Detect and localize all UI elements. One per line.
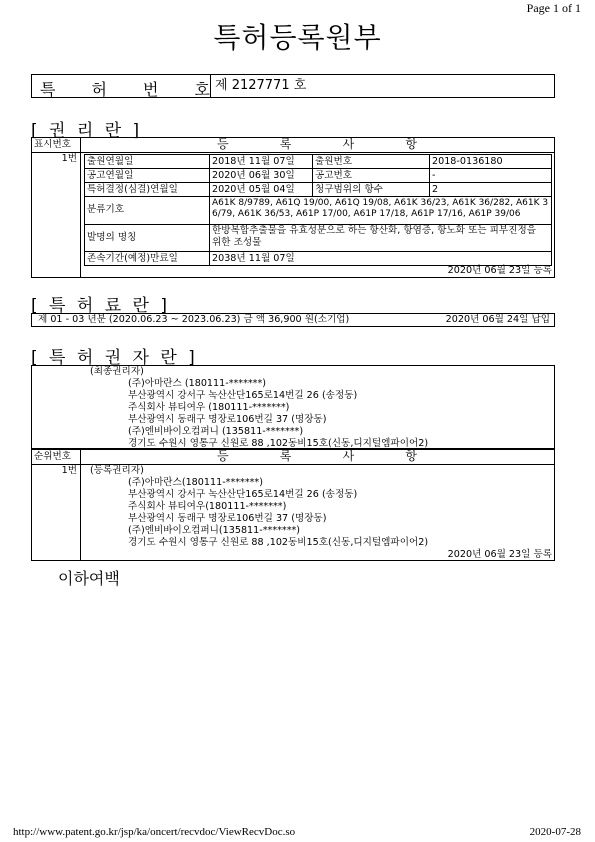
publication-number: -: [432, 170, 436, 181]
classification-codes: A61K 8/9789, A61Q 19/00, A61Q 19/08, A61K 36/23, A61K 36/282, A61K 36/79, A61K 36/53, A61P 17/00, A61P 17/18, A61P 17/16, A61P 39/06: [212, 198, 549, 219]
decision-date: 2020년 05월 04일: [212, 184, 295, 195]
holders-heading: [ 특 허 권 자 란 ]: [31, 348, 198, 368]
fee-paid-date: 2020년 06월 24일 납입: [445, 314, 550, 325]
application-number-label: 출원번호: [315, 156, 353, 167]
final-holder-line: 부산광역시 강서구 녹산산단165로14번길 26 (송정동): [128, 390, 358, 401]
publication-number-label: 공고번호: [315, 170, 353, 181]
registered-holder-line: 주식회사 뷰티여우(180111-*******): [128, 501, 287, 512]
application-number: 2018-0136180: [432, 156, 503, 167]
fee-row: [31, 313, 555, 327]
patent-number-label: 특 허 번 호: [40, 80, 210, 99]
registered-holder-line: 부산광역시 동래구 명장로106번길 37 (명장동): [128, 513, 327, 524]
page-indicator: Page 1 of 1: [526, 1, 581, 15]
final-holder-line: (주)아마란스 (180111-*******): [128, 378, 267, 389]
final-holder-line: 경기도 수원시 영통구 신원로 88 ,102동비15호(신동,디지털엠파이어2): [128, 438, 429, 449]
rights-registered-date: 2020년 06월 23일 등록: [447, 265, 552, 276]
publication-date: 2020년 06월 30일: [212, 170, 295, 181]
holders-row-number: 1번: [61, 465, 77, 476]
final-holder-line: 부산광역시 동래구 명장로106번길 37 (명장동): [128, 414, 327, 425]
final-holders-box: [31, 365, 555, 449]
final-holder-line: (주)엔비바이오컴퍼니 (135811-*******): [128, 426, 304, 437]
final-holders-label: (최종권리자): [90, 366, 144, 377]
expiry-date: 2038년 11월 07일: [212, 253, 295, 264]
claims-count: 2: [432, 184, 439, 195]
end-note: 이하여백: [58, 569, 120, 588]
rights-grid: [84, 154, 552, 266]
holders-table: [31, 449, 555, 561]
registered-holder-line: (주)아마란스(180111-*******): [128, 477, 263, 488]
registered-holder-line: (주)엔비바이오컴퍼니(135811-*******): [128, 525, 301, 536]
holders-items-header: 등 록 사 항: [217, 449, 417, 463]
rights-heading: [ 권 리 란 ]: [31, 121, 143, 141]
rank-header: 순위번호: [34, 451, 72, 462]
row-number: 1번: [61, 153, 77, 164]
document-title: 특허등록원부: [213, 21, 382, 54]
col-items-header: 등 록 사 항: [217, 137, 417, 151]
publication-date-label: 공고연월일: [87, 170, 134, 181]
final-holder-line: 주식회사 뷰티여우 (180111-*******): [128, 402, 290, 413]
footer-url: http://www.patent.go.kr/jsp/ka/oncert/recvdoc/ViewRecvDoc.so: [13, 826, 296, 838]
expiry-date-label: 존속기간(예정)만료일: [87, 253, 178, 264]
classification-label: 분류기호: [87, 204, 125, 215]
filing-date: 2018년 11월 07일: [212, 156, 295, 167]
footer-date: 2020-07-28: [529, 826, 581, 838]
patent-number-value: 제 2127771 호: [210, 75, 306, 97]
fee-details: 제 01 - 03 년분 (2020.06.23 ~ 2023.06.23) 금 액 36,900 원(소기업): [38, 314, 350, 325]
invention-title: 한방복합추출물을 유효성분으로 하는 항산화, 항염증, 항노화 또는 피부진정을 위한 조성물: [212, 225, 537, 248]
invention-title-label: 발명의 명칭: [87, 232, 137, 243]
decision-date-label: 특허결정(심결)연월일: [87, 184, 178, 195]
col-index-header: 표시번호: [34, 139, 72, 150]
fee-heading: [ 특 허 료 란 ]: [31, 296, 170, 316]
registered-holder-line: 경기도 수원시 영통구 신원로 88 ,102동비15호(신동,디지털엠파이어2): [128, 537, 429, 548]
registered-holder-line: 부산광역시 강서구 녹산산단165로14번길 26 (송정동): [128, 489, 358, 500]
rights-table: [31, 137, 555, 278]
holders-registered-date: 2020년 06월 23일 등록: [447, 549, 552, 560]
registered-holders-label: (등록권리자): [90, 465, 144, 476]
patent-number-box: [31, 74, 555, 98]
filing-date-label: 출원연월일: [87, 156, 134, 167]
claims-count-label: 청구범위의 항수: [315, 184, 383, 195]
